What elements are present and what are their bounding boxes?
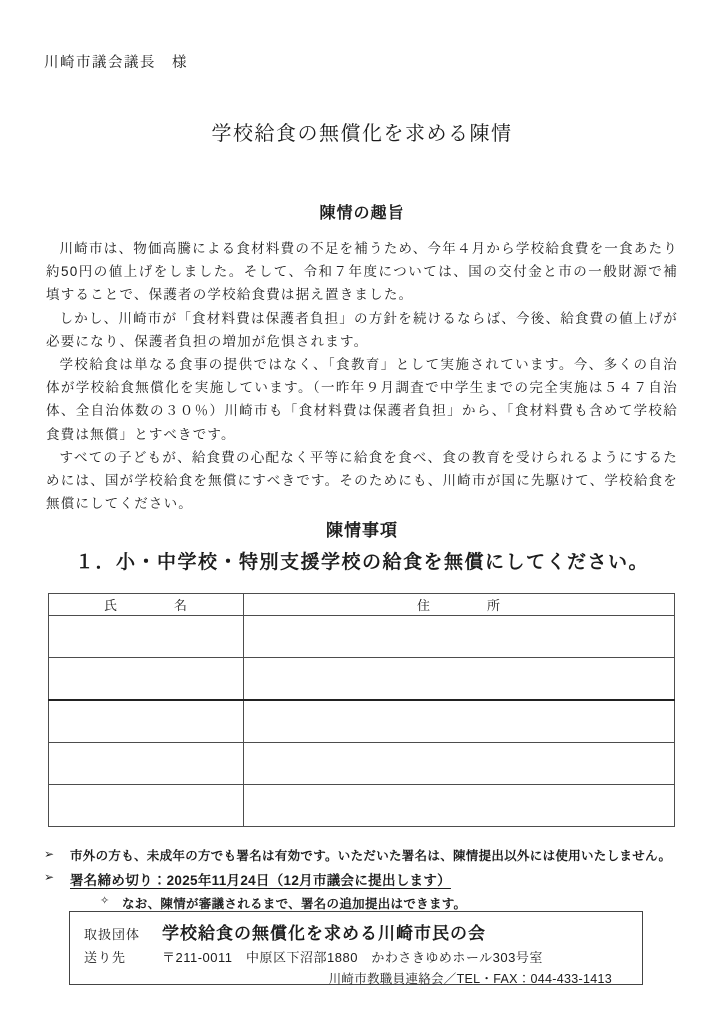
- signature-address-cell[interactable]: [244, 616, 675, 658]
- note-additional-text: なお、陳情が審議されるまで、署名の追加提出はできます。: [122, 897, 467, 911]
- diamond-bullet-icon: ✧: [100, 895, 110, 907]
- matters-heading: 陳情事項: [326, 521, 398, 540]
- purpose-heading: 陳情の趣旨: [319, 205, 405, 222]
- note-validity: [44, 846, 684, 864]
- handler-label: 取扱団体: [84, 927, 141, 942]
- petition-item-1: １．小・中学校・特別支援学校の給食を無償にしてください。: [74, 552, 649, 573]
- document-title: 学校給食の無償化を求める陳情: [211, 123, 513, 145]
- name-column-header: 氏 名: [49, 594, 244, 616]
- signature-table: [48, 593, 675, 827]
- signature-address-cell[interactable]: [244, 700, 675, 743]
- signature-row-3: [49, 700, 675, 743]
- signature-name-cell[interactable]: [49, 616, 244, 658]
- signature-name-cell[interactable]: [49, 743, 244, 785]
- signature-name-cell[interactable]: [49, 700, 244, 743]
- signature-row-5: [49, 785, 675, 827]
- handler-row: [84, 919, 628, 944]
- signature-row-4: [49, 743, 675, 785]
- signature-address-cell[interactable]: [244, 743, 675, 785]
- handler-organization-name: 学校給食の無償化を求める川崎市民の会: [162, 924, 486, 943]
- note-deadline: [44, 869, 684, 889]
- signature-address-cell[interactable]: [244, 785, 675, 827]
- note-validity-text: 市外の方も、未成年の方でも署名は有効です。いただいた署名は、陳情提出以外には使用いたしません。: [70, 849, 672, 863]
- body-paragraph-1: 川崎市は、物価高騰による食材料費の不足を補うため、今年４月から学校給食費を一食あたり約50円の値上げをしました。そして、令和７年度については、国の交付金と市の一般財源で補填することで、保護者の学校給食費は据え置きました。: [46, 241, 678, 303]
- signature-name-cell[interactable]: [49, 785, 244, 827]
- signature-row-1: [49, 616, 675, 658]
- body-paragraph-2: しかし、川崎市が「食材料費は保護者負担」の方針を続けるならば、今後、給食費の値上げが必要になり、保護者負担の増加が危惧されます。: [46, 310, 678, 349]
- notes-section: [44, 846, 684, 912]
- signature-table-header-row: [49, 594, 675, 616]
- contact-phone-line: 川崎市教職員連絡会／TEL・FAX：044-433-1413: [328, 972, 612, 986]
- note-deadline-text: 署名締め切り：2025年11月24日（12月市議会に提出します）: [70, 873, 451, 888]
- sendto-label: 送り先: [84, 950, 127, 965]
- contact-box: [69, 911, 643, 985]
- note-additional-submission: [100, 894, 684, 912]
- sendto-row: [84, 947, 628, 966]
- body-paragraph-3: 学校給食は単なる食事の提供ではなく、「食教育」として実施されています。今、多くの自治体が学校給食無償化を実施しています。（一昨年９月調査で中学生までの完全実施は５４７自治体、全自治体数の３０％）川崎市も「食材料費は保護者負担」から、「食材料費も含めて学校給食費は無償」とすべきです。: [46, 357, 678, 442]
- arrow-bullet-icon: ➢: [44, 847, 55, 861]
- address-column-header: 住 所: [244, 594, 675, 616]
- purpose-body: [46, 237, 678, 515]
- recipient-line: 川崎市議会議長 様: [44, 55, 188, 71]
- signature-name-cell[interactable]: [49, 658, 244, 701]
- signature-row-2: [49, 658, 675, 701]
- signature-address-cell[interactable]: [244, 658, 675, 701]
- arrow-bullet-icon: ➢: [44, 870, 55, 884]
- body-paragraph-4: すべての子どもが、給食費の心配なく平等に給食を食べ、食の教育を受けられるようにするためには、国が学校給食を無償にすべきです。そのためにも、川崎市が国に先駆けて、学校給食を無償にしてください。: [46, 449, 678, 512]
- sendto-address: 〒211-0011 中原区下沼部1880 かわさきゆめホール303号室: [162, 950, 543, 965]
